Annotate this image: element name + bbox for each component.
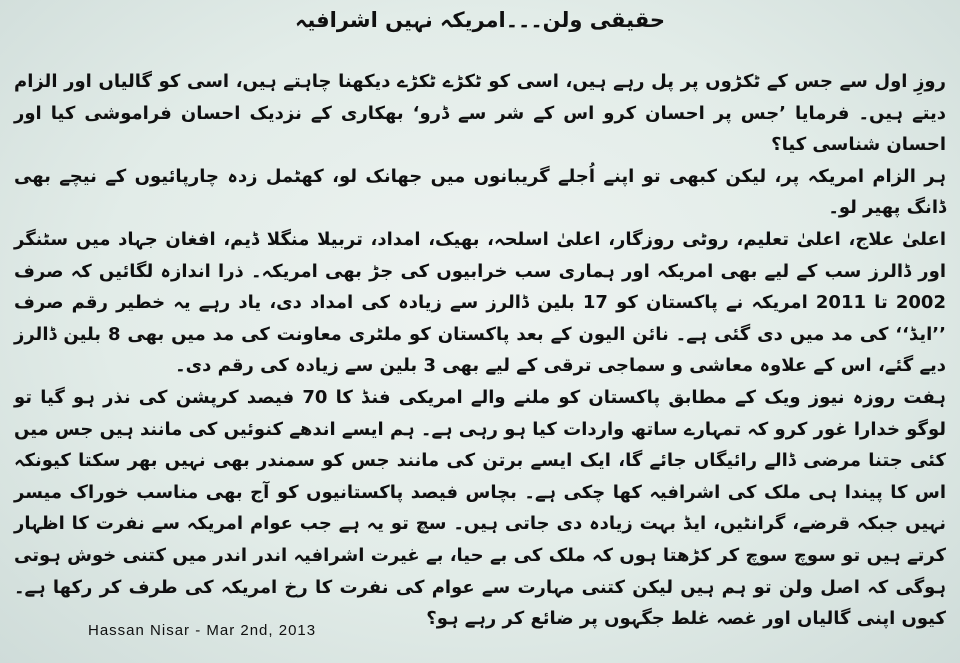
article-body — [14, 66, 946, 635]
page-title: حقیقی ولن۔۔۔امریکہ نہیں اشرافیہ — [295, 8, 665, 32]
paragraph-2: ہر الزام امریکہ پر، لیکن کبھی تو اپنے اُجلے گریبانوں میں جھانک لو، کھٹمل زدہ چارپائیوں کے نیچے بھی ڈانگ پھیر لو۔ — [14, 165, 946, 219]
author-signature: Hassan Nisar - Mar 2nd, 2013 — [88, 622, 317, 639]
paragraph-1: روزِ اول سے جس کے ٹکڑوں پر پل رہے ہیں، اسی کو ٹکڑے ٹکڑے دیکھنا چاہتے ہیں، اسی کو گالیاں اور الزام دیتے ہیں۔ فرمایا ’جس پر احسان کرو اس کے شر سے ڈرو‘ بھکاری کے نزدیک احسان فراموشی کیا اور احسان شناسی کیا؟ — [14, 71, 946, 156]
paragraph-3: اعلیٰ علاج، اعلیٰ تعلیم، روٹی روزگار، اعلیٰ اسلحہ، بھیک، امداد، تربیلا منگلا ڈیم، افغان جہاد میں سٹنگر اور ڈالرز سب کے لیے بھی امریکہ اور ہماری سب خرابیوں کی جڑ بھی امریکہ۔ ذرا اندازہ لگائیں کہ صرف 2002 تا 2011 امریکہ نے پاکستان کو 17 بلین ڈالرز سے زیادہ کی امداد دی، یاد رہے یہ خطیر رقم صرف ’’ایڈ‘‘ کی مد میں دی گئی ہے۔ نائن الیون کے بعد پاکستان کو ملٹری معاونت کی مد میں بھی 8 بلین ڈالرز دیے گئے، اس کے علاوہ معاشی و سماجی ترقی کے لیے بھی 3 بلین سے زیادہ کی رقم دی۔ — [14, 228, 946, 377]
paragraph-4: ہفت روزہ نیوز ویک کے مطابق پاکستان کو ملنے والے امریکی فنڈ کا 70 فیصد کرپشن کی نذر ہو گیا تو لوگو خدارا غور کرو کہ تمہارے ساتھ واردات کیا ہو رہی ہے۔ ہم ایسے اندھے کنوئیں کی مانند ہیں جس میں کئی جتنا مرضی ڈالے رائیگاں جائے گا، ایک ایسے برتن کی مانند جس کو سمندر بھی نہیں بھر سکتا کیونکہ اس کا پیندا ہی ملک کی اشرافیہ کھا چکی ہے۔ بچاس فیصد پاکستانیوں کو آج بھی مناسب خوراک میسر نہیں جبکہ قرضے، گرانٹیں، ایڈ بہت زیادہ دی جاتی ہیں۔ سچ تو یہ ہے جب عوام امریکہ سے نفرت کا اظہار کرتے ہیں تو سوچ سوچ کر کڑھتا ہوں کہ ملک کی بے حیا، بے غیرت اشرافیہ اندر اندر میں کتنی خوش ہوتی ہوگی کہ اصل ولن تو ہم ہیں لیکن کتنی مہارت سے عوام کی نفرت کا رخ امریکہ کی طرف کر رکھا ہے۔ کیوں اپنی گالیاں اور غصہ غلط جگہوں پر ضائع کر رہے ہو؟ — [14, 386, 946, 630]
